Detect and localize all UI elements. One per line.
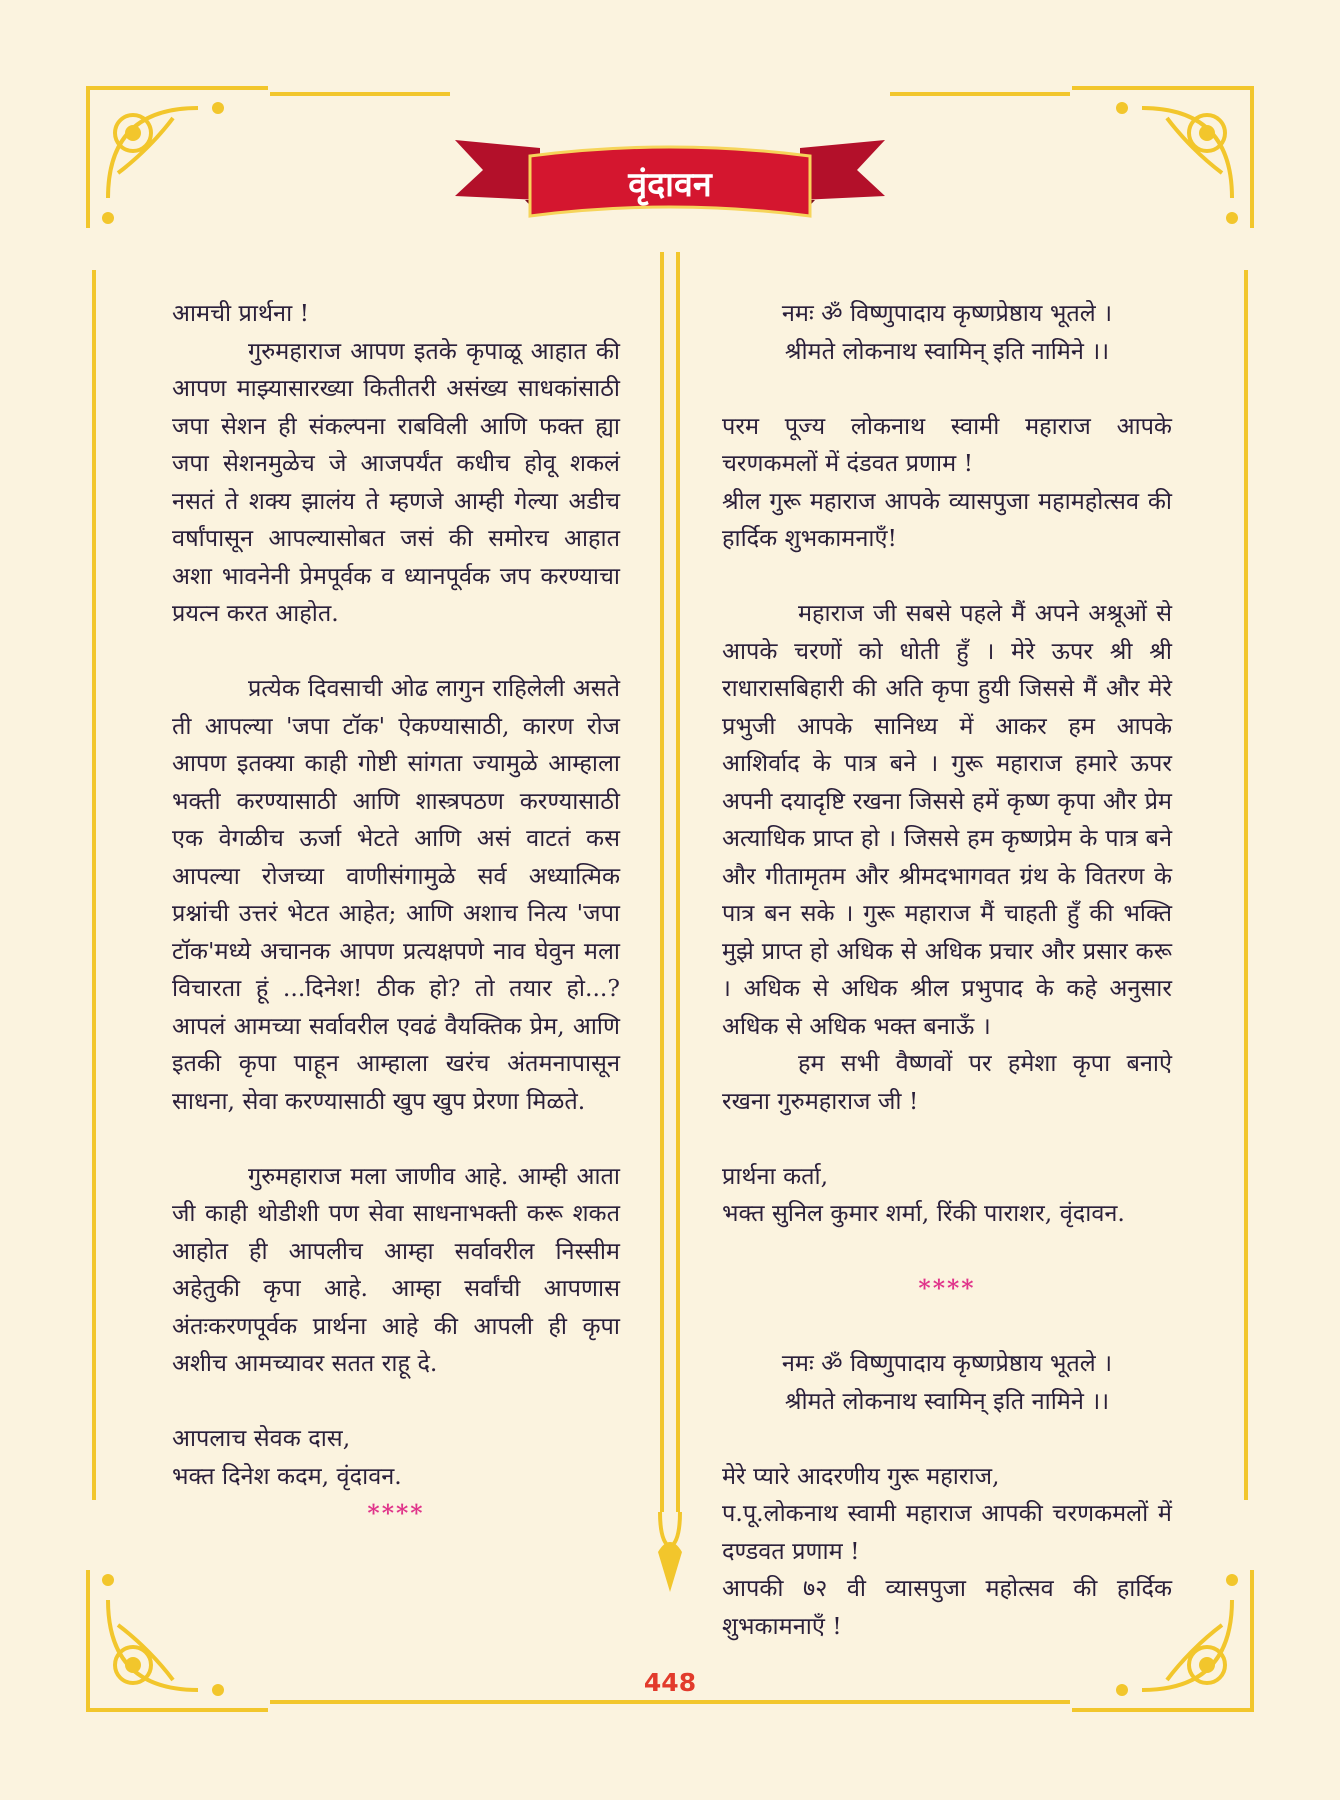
- text-line: मेरे प्यारे आदरणीय गुरू महाराज,: [722, 1461, 1000, 1490]
- frame-bottom-line: [270, 1700, 1070, 1704]
- paragraph: हम सभी वैष्णवों पर हमेशा कृपा बनाऐ रखना गुरुमहाराज जी !: [722, 1049, 1172, 1115]
- spacer: [722, 1420, 1172, 1458]
- mantra-line: नमः ॐ विष्णुपादाय कृष्णप्रेष्ठाय भूतले ।: [781, 1349, 1113, 1377]
- spacer: [172, 633, 620, 671]
- corner-ornament-bottom-left: [78, 1560, 278, 1720]
- mantra-line: श्रीमते लोकनाथ स्वामिन् इति नामिने ।।: [784, 336, 1110, 365]
- stars-separator: ****: [918, 1274, 976, 1302]
- text-line: भक्त सुनिल कुमार शर्मा, रिंकी पाराशर, वृंदावन.: [722, 1199, 1125, 1227]
- spacer: [722, 1120, 1172, 1158]
- text-line: आपलाच सेवक दास,: [172, 1424, 351, 1452]
- spacer: [722, 370, 1172, 408]
- spacer: [722, 558, 1172, 596]
- left-column: [172, 295, 620, 1533]
- paragraph: गुरुमहाराज मला जाणीव आहे. आम्ही आता जी काही थोडीशी पण सेवा साधनाभक्ती करू शकत आहोत ही आपलीच आम्हा सर्वावरील निस्सीम अहेतुकी कृपा आहे. आम्हा सर्वांची आपणास अंतःकरणपूर्वक प्रार्थना आहे की आपली ही कृपा अशीच आमच्यावर सतत राहू दे.: [172, 1161, 620, 1377]
- mantra-line: श्रीमते लोकनाथ स्वामिन् इति नामिने ।।: [784, 1386, 1110, 1415]
- text-line: भक्त दिनेश कदम, वृंदावन.: [172, 1461, 402, 1490]
- mantra-line: नमः ॐ विष्णुपादाय कृष्णप्रेष्ठाय भूतले ।: [781, 299, 1113, 327]
- spacer: [722, 1308, 1172, 1346]
- text-line: प्रार्थना कर्ता,: [722, 1161, 829, 1190]
- spacer: [722, 1233, 1172, 1271]
- paragraph: प्रत्येक दिवसाची ओढ लागुन राहिलेली असते ती आपल्या 'जपा टॉक' ऐकण्यासाठी, कारण रोज आपण इतक्या काही गोष्टी सांगता ज्यामुळे आम्हाला भक्ती करण्यासाठी आणि शास्त्रपठण करण्यासाठी एक वेगळीच ऊर्जा भेटते आणि असं वाटतं कस आपल्या रोजच्या वाणीसंगामुळे सर्व अध्यात्मिक प्रश्नांची उत्तरं भेटत आहेत; आणि अशाच नित्य 'जपा टॉक'मध्ये अचानक आपण प्रत्यक्षपणे नाव घेवुन मला विचारता हूं ...दिनेश! ठीक हो? तो तयार हो...? आपलं आमच्या सर्वावरील एवढं वैयक्तिक प्रेम, आणि इतकी कृपा पाहून आम्हाला खरंच अंतमनापासून साधना, सेवा करण्यासाठी खुप खुप प्रेरणा मिळते.: [172, 674, 620, 1115]
- paragraph: श्रील गुरू महाराज आपके व्यासपुजा महामहोत्सव की हार्दिक शुभकामनाएँ!: [722, 486, 1172, 552]
- corner-ornament-top-right: [1062, 78, 1262, 238]
- frame-right-line: [1244, 270, 1248, 1500]
- corner-ornament-top-left: [78, 78, 278, 238]
- paragraph: महाराज जी सबसे पहले मैं अपने अश्रूओं से आपके चरणों को धोती हुँ । मेरे ऊपर श्री श्री राधारासबिहारी की अति कृपा हुयी जिससे मैं और मेरे प्रभुजी आपके सानिध्य में आकर हम आपके आशिर्वाद के पात्र बने । गुरू महाराज हमारे ऊपर अपनी दयादृष्टि रखना जिससे हमें कृष्ण कृपा और प्रेम अत्याधिक प्राप्त हो । जिससे हम कृष्णप्रेम के पात्र बने और गीतामृतम और श्रीमदभागवत ग्रंथ के वितरण के पात्र बन सके । गुरू महाराज मैं चाहती हुँ की भक्ति मुझे प्राप्त हो अधिक से अधिक प्रचार और प्रसार करू । अधिक से अधिक श्रील प्रभुपाद के कहे अनुसार अधिक से अधिक भक्त बनाऊँ ।: [722, 599, 1172, 1040]
- paragraph: प.पू.लोकनाथ स्वामी महाराज आपकी चरणकमलों में दण्डवत प्रणाम !: [722, 1499, 1172, 1565]
- stars-separator: ****: [367, 1499, 425, 1527]
- spacer: [172, 1120, 620, 1158]
- frame-left-line: [92, 270, 96, 1500]
- text-line: आमची प्रार्थना !: [172, 299, 310, 327]
- page-title: वृंदावन: [628, 165, 712, 205]
- frame-top-line: [270, 92, 450, 96]
- paragraph: गुरुमहाराज आपण इतके कृपाळू आहात की आपण माझ्यासारख्या कितीतरी असंख्य साधकांसाठी जपा सेशन ही संकल्पना राबविली आणि फक्त ह्या जपा सेशनमुळेच जे आजपर्यंत कधीच होवू शकलं नसतं ते शक्य झालंय ते म्हणजे आम्ही गेल्या अडीच वर्षांपासून आपल्यासोबत जसं की समोरच आहात अशा भावनेनी प्रेमपूर्वक व ध्यानपूर्वक जप करण्याचा प्रयत्न करत आहोत.: [172, 336, 620, 627]
- page-number: 448: [643, 1668, 697, 1697]
- paragraph: आपकी ७२ वी व्यासपुजा महोत्सव की हार्दिक शुभकामनाएँ !: [722, 1574, 1172, 1640]
- right-column: [722, 295, 1172, 1645]
- column-divider: [655, 252, 685, 1592]
- frame-top-line-right: [890, 92, 1070, 96]
- spacer: [172, 1383, 620, 1421]
- paragraph: परम पूज्य लोकनाथ स्वामी महाराज आपके चरणकमलों में दंडवत प्रणाम !: [722, 411, 1172, 477]
